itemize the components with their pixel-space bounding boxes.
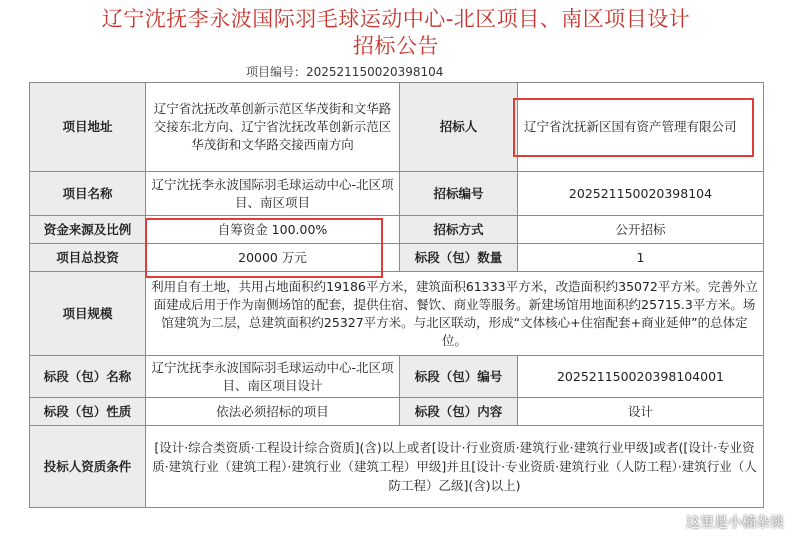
tenderer-label: 招标人 [400, 83, 518, 172]
qualification-label: 投标人资质条件 [30, 426, 146, 508]
section-name-label: 标段（包）名称 [30, 356, 146, 398]
section-number-label: 标段（包）编号 [400, 356, 518, 398]
project-name-value: 辽宁沈抚李永波国际羽毛球运动中心-北区项目、南区项目 [146, 172, 400, 216]
section-count-value: 1 [518, 244, 764, 272]
fund-source-value: 自筹资金 100.00% [146, 216, 400, 244]
section-number-value: 202521150020398104001 [518, 356, 764, 398]
table-row [30, 272, 764, 356]
qualification-value: [设计·综合类资质·工程设计综合资质](含)以上或者[设计·行业资质·建筑行业·建筑行业甲级]或者([设计·专业资质·建筑行业（建筑工程）·建筑行业（建筑工程）甲级]并且[设计·专业资质·建筑行业（人防工程）·建筑行业（人防工程）乙级](含)以上) [146, 426, 764, 508]
project-name-label: 项目名称 [30, 172, 146, 216]
section-count-label: 标段（包）数量 [400, 244, 518, 272]
total-investment-label: 项目总投资 [30, 244, 146, 272]
table-row [30, 398, 764, 426]
total-investment-value: 20000 万元 [146, 244, 400, 272]
address-label: 项目地址 [30, 83, 146, 172]
tender-number-value: 202521150020398104 [518, 172, 764, 216]
tender-info-table [29, 82, 764, 508]
table-row [30, 356, 764, 398]
tender-method-label: 招标方式 [400, 216, 518, 244]
table-row [30, 216, 764, 244]
announcement-title-line2: 招标公告 [353, 34, 439, 58]
watermark-text: 这里是小楠杂谈 [686, 515, 784, 531]
section-name-value: 辽宁沈抚李永波国际羽毛球运动中心-北区项目、南区项目设计 [146, 356, 400, 398]
tenderer-value: 辽宁省沈抚新区国有资产管理有限公司 [518, 83, 764, 172]
address-value: 辽宁省沈抚改革创新示范区华茂街和文华路交接东北方向、辽宁省沈抚改革创新示范区华茂街和文华路交接西南方向 [146, 83, 400, 172]
section-nature-value: 依法必须招标的项目 [146, 398, 400, 426]
table-row [30, 244, 764, 272]
tender-method-value: 公开招标 [518, 216, 764, 244]
section-content-value: 设计 [518, 398, 764, 426]
section-content-label: 标段（包）内容 [400, 398, 518, 426]
section-nature-label: 标段（包）性质 [30, 398, 146, 426]
project-scale-label: 项目规模 [30, 272, 146, 356]
project-number-line: 项目编号：202521150020398104 [246, 65, 444, 79]
table-row [30, 426, 764, 508]
table-row [30, 83, 764, 172]
project-scale-value: 利用自有土地，共用占地面积约19186平方米，建筑面积61333平方米，改造面积约35072平方米。完善外立面建成后用于作为南侧场馆的配套，提供住宿、餐饮、商业等服务。新建场馆用地面积约25715.3平方米。场馆建筑为二层，总建筑面积约25327平方米。与北区联动，形成“文体核心+住宿配套+商业延伸”的总体定位。 [146, 272, 764, 356]
announcement-title-line1: 辽宁沈抚李永波国际羽毛球运动中心-北区项目、南区项目设计 [101, 7, 691, 31]
table-row [30, 172, 764, 216]
fund-source-label: 资金来源及比例 [30, 216, 146, 244]
tender-number-label: 招标编号 [400, 172, 518, 216]
